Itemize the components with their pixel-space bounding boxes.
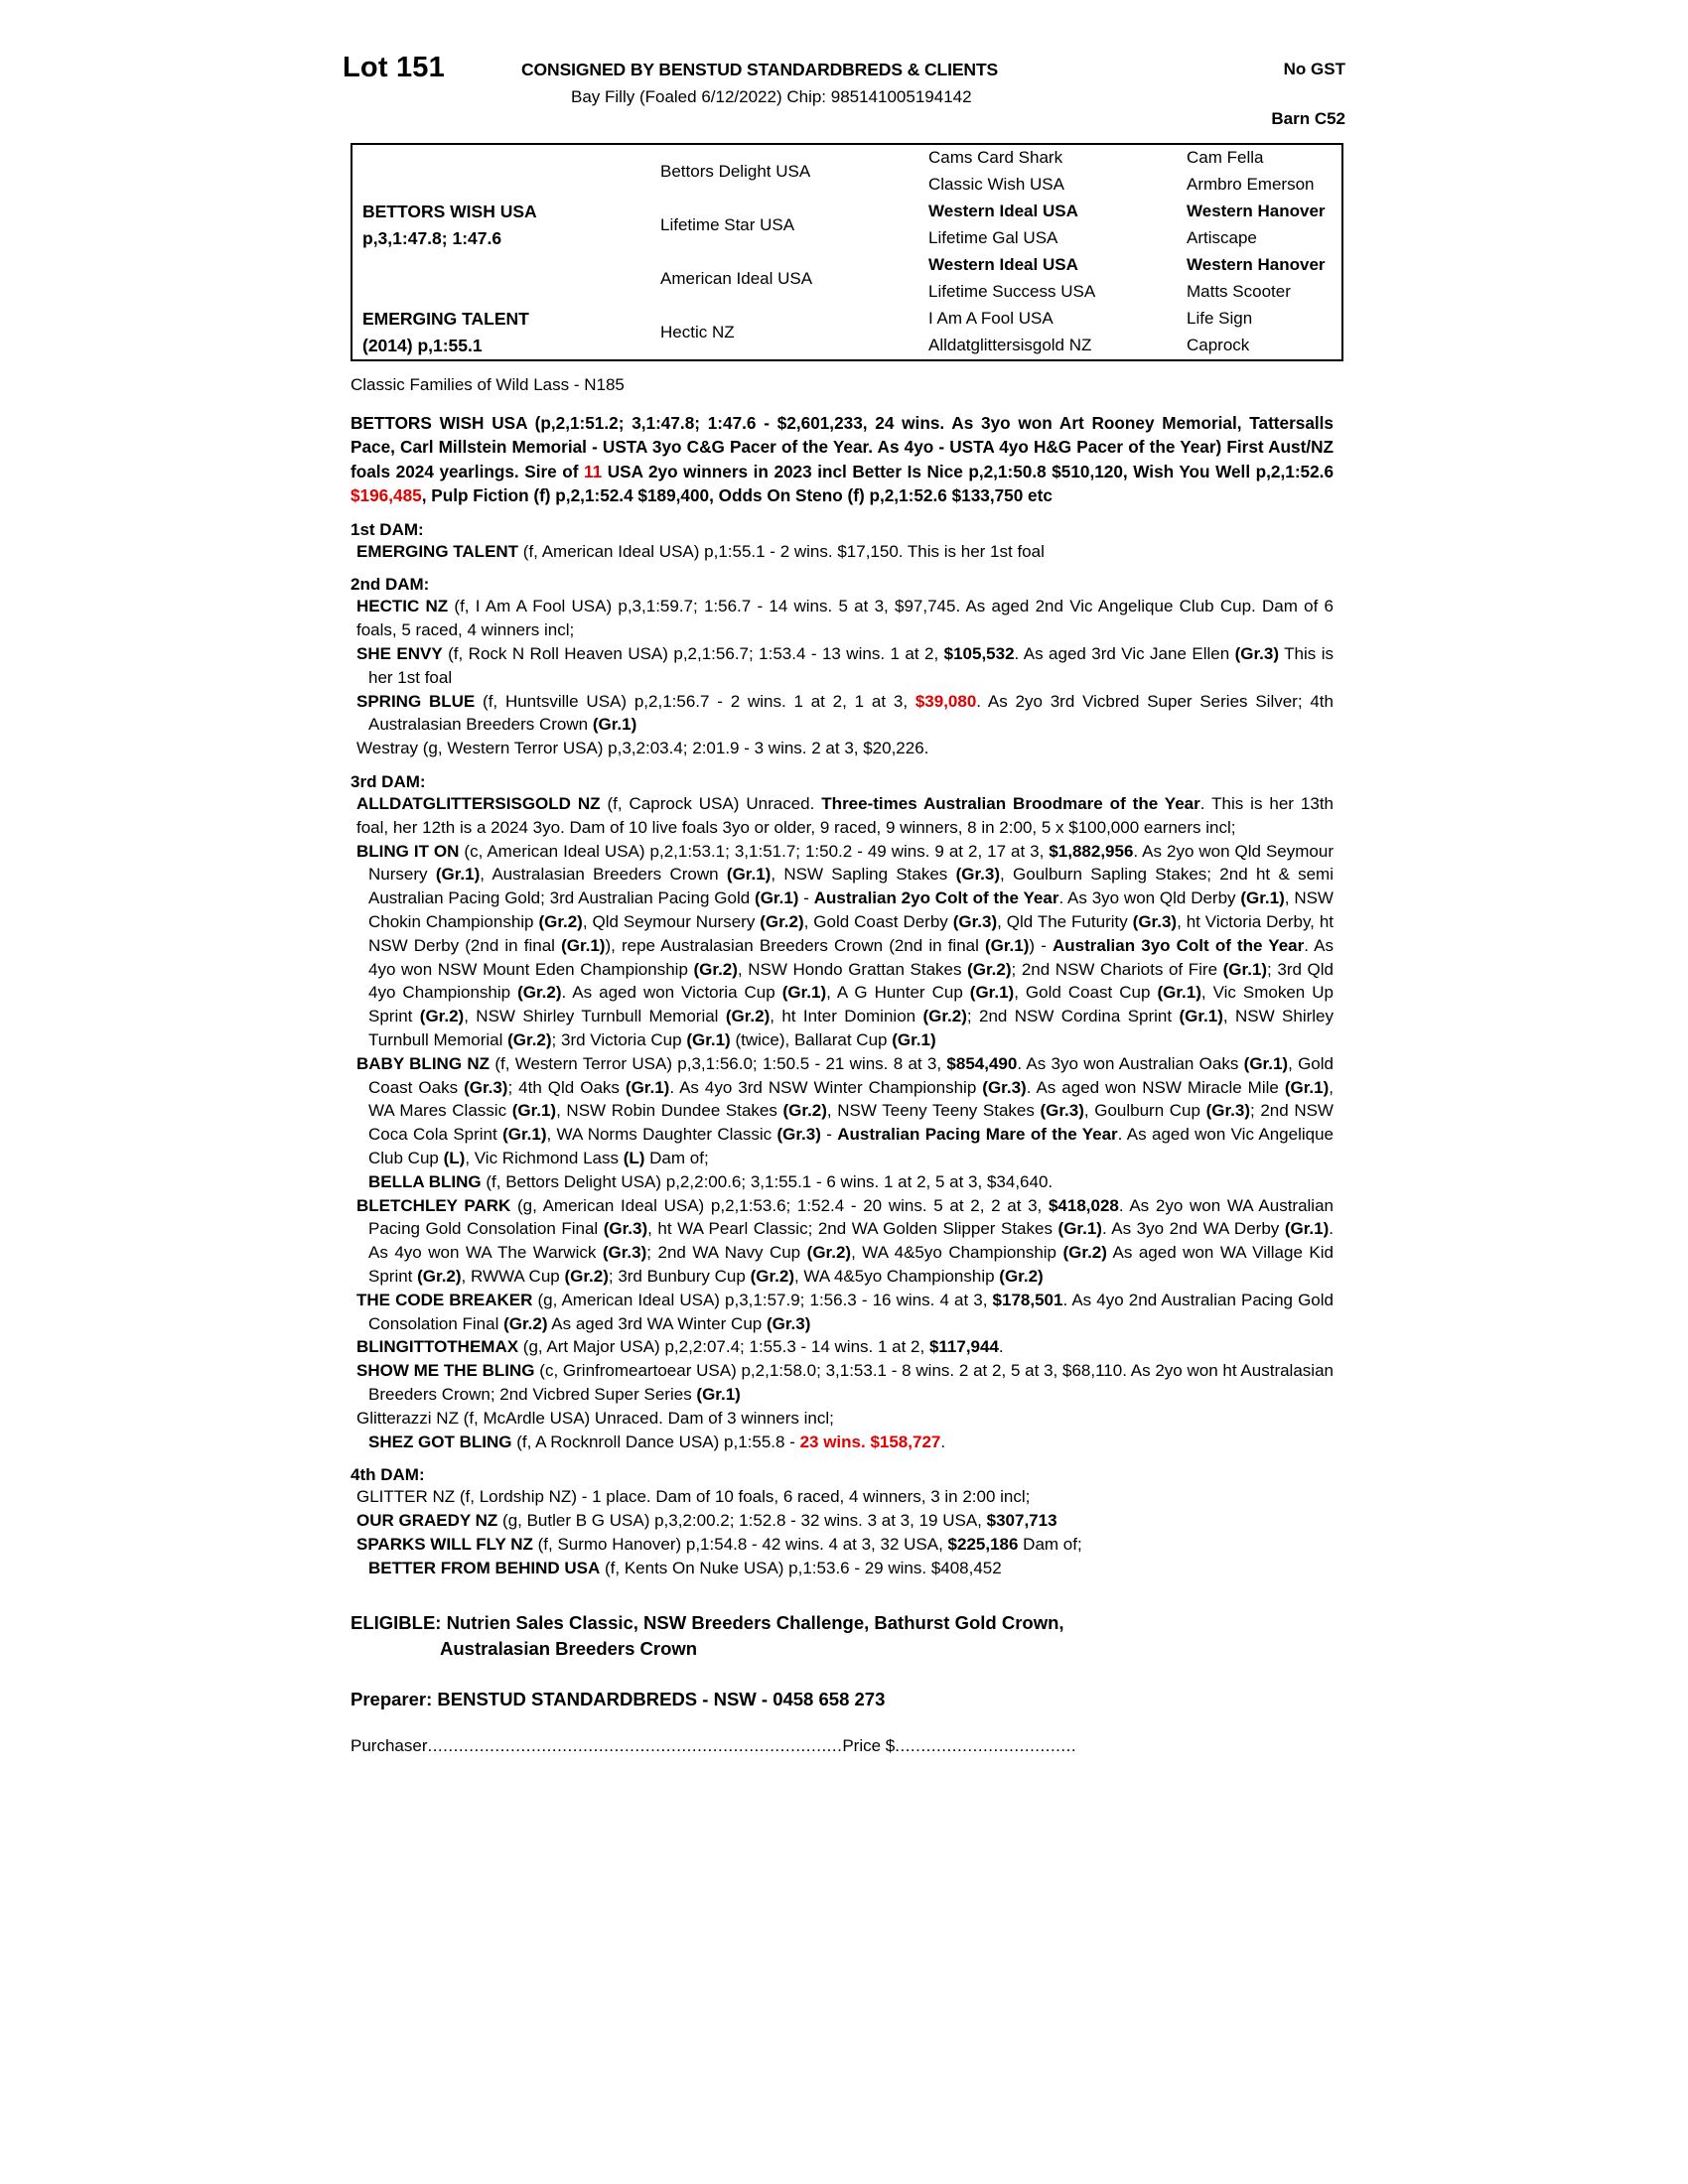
entry-text: (Gr.1) <box>1157 983 1201 1003</box>
entry-text: (Gr.3) <box>1234 644 1280 664</box>
entry-text: . As 3yo won Australian Oaks <box>1017 1053 1244 1073</box>
entry-text: , WA 4&5yo Championship <box>793 1267 1000 1286</box>
entry-text: , ht Victoria Derby, ht NSW Derby (2nd in final <box>368 912 1335 955</box>
entry-text: , WA Norms Daughter Classic <box>546 1125 777 1145</box>
entry-text: (Gr.2) <box>419 1007 465 1026</box>
pedigree-entry <box>351 1509 1334 1533</box>
entry-text: (Gr.1) <box>1222 959 1268 979</box>
consignor-line: CONSIGNED BY BENSTUD STANDARDBREDS & CLIENTS <box>521 60 999 79</box>
entry-text: THE CODE BREAKER <box>356 1290 533 1309</box>
entry-text: , NSW Sapling Stakes <box>771 865 956 885</box>
pedigree-entry <box>351 1431 1334 1454</box>
preparer-line: Preparer: BENSTUD STANDARDBREDS - NSW - 0458 658 273 <box>351 1689 886 1710</box>
gst-status: No GST <box>1283 60 1345 78</box>
entry-text: (Gr.1) <box>686 1030 731 1050</box>
entry-text: (Gr.1) <box>781 983 827 1003</box>
entry-text: (Gr.3) <box>1132 912 1178 932</box>
entry-text: . As 2yo won WA Australian Pacing Gold Consolation Final <box>368 1195 1334 1239</box>
entry-text: Dam of; <box>1018 1534 1082 1554</box>
entry-text: $117,944 <box>928 1337 999 1357</box>
entry-text: (Gr.2) <box>806 1243 852 1263</box>
sire-gp1-s2: Classic Wish USA <box>928 175 1064 195</box>
sire-gp1-s1b: Cam Fella <box>1187 148 1264 168</box>
pedigree-entry <box>351 1052 1334 1170</box>
family-line: Classic Families of Wild Lass - N185 <box>351 375 625 394</box>
dam-gp2-s1b: Life Sign <box>1187 309 1253 329</box>
entry-text: (Gr.2) <box>922 1007 967 1026</box>
pedigree-entry <box>351 1359 1334 1407</box>
dam-record: (2014) p,1:55.1 <box>362 336 483 356</box>
entry-text: , NSW Shirley Turnbull Memorial <box>464 1007 726 1026</box>
entry-text: (Gr.3) <box>464 1077 508 1097</box>
entry-text: BLING IT ON <box>356 841 460 861</box>
entry-text: (Gr.1) <box>755 888 799 908</box>
entry-text: . As 4yo won NSW Mount Eden Championship <box>368 935 1334 979</box>
entry-text: , NSW Shirley Turnbull Memorial <box>368 1007 1334 1050</box>
entry-text: , Gold Coast Derby <box>803 912 953 932</box>
sire-gp2-s2: Lifetime Gal USA <box>928 228 1058 248</box>
purchaser-dots[interactable]: ................................................................................ <box>427 1736 843 1756</box>
pedigree-entry <box>351 792 1334 840</box>
dam-gp1-s1: Western Ideal USA <box>928 255 1078 275</box>
sire-record: p,3,1:47.8; 1:47.6 <box>362 228 502 249</box>
entry-text: , WA 4&5yo Championship <box>851 1243 1063 1263</box>
entry-text: $1,882,956 <box>1049 841 1134 861</box>
dam-gp2-s2: Alldatglittersisgold NZ <box>928 336 1092 355</box>
entry-text: (g, American Ideal USA) p,2,1:53.6; 1:52.4 - 20 wins. 5 at 2, 2 at 3, <box>510 1195 1049 1215</box>
dam-heading: 3rd DAM: <box>351 772 426 792</box>
sire-para-red1: 11 <box>584 461 603 481</box>
table-row <box>352 306 1415 333</box>
entry-text: (twice), Ballarat Cup <box>730 1030 893 1050</box>
sire-gp2: Lifetime Star USA <box>660 214 795 234</box>
entry-text: SPRING BLUE <box>356 691 476 711</box>
entry-text: (Gr.2) <box>999 1267 1044 1286</box>
pedigree-entry <box>351 840 1334 1052</box>
entry-text: (f, A Rocknroll Dance USA) p,1:55.8 - <box>511 1432 800 1451</box>
table-row <box>352 145 1415 172</box>
entry-text: $854,490 <box>946 1053 1018 1073</box>
pedigree-entry <box>351 595 1334 642</box>
entry-text: , Australasian Breeders Crown <box>480 865 727 885</box>
entry-text: - <box>798 888 814 908</box>
entry-text: , NSW Chokin Championship <box>368 888 1334 932</box>
entry-text: Australian 2yo Colt of the Year <box>813 888 1059 908</box>
pedigree-entry <box>351 1335 1334 1359</box>
sire-gp1: Bettors Delight USA <box>660 161 811 181</box>
entry-text: SHOW ME THE BLING <box>356 1361 535 1381</box>
entry-text: , RWWA Cup <box>461 1267 565 1286</box>
sire-para-part1: BETTORS WISH USA (p,2,1:51.2; 3,1:47.8; 1:47.6 - $2,601,233, 24 wins. As 3yo won Art Rooney Memorial, Tattersalls Pace, Carl Millstein Memorial - USTA 3yo C&G Pacer of the Year. As 4yo - USTA 4yo H&G Pacer of the Year) First Aust/NZ foals 2024 yearlings. Sire of <box>351 413 1334 481</box>
entry-text: (g, Butler B G USA) p,3,2:00.2; 1:52.8 - 32 wins. 3 at 3, 19 USA, <box>497 1511 987 1531</box>
entry-text: . As 2yo won Qld Seymour Nursery <box>368 841 1334 885</box>
entry-text: (Gr.1) <box>435 865 481 885</box>
entry-text: (g, Art Major USA) p,2,2:07.4; 1:55.3 - 14 wins. 1 at 2, <box>518 1337 929 1357</box>
entry-text: Australian Pacing Mare of the Year <box>837 1125 1118 1145</box>
pedigree-entry <box>351 1170 1334 1194</box>
entry-text: (f, Surmo Hanover) p,1:54.8 - 42 wins. 4 at 3, 32 USA, <box>532 1534 948 1554</box>
entry-text: , ht Inter Dominion <box>770 1007 923 1026</box>
entry-text: ; 2nd WA Navy Cup <box>646 1243 807 1263</box>
entry-text: . <box>998 1337 1004 1357</box>
entry-text: , NSW Teeny Teeny Stakes <box>826 1101 1041 1121</box>
entry-text: (Gr.1) <box>1179 1007 1223 1026</box>
dam-name: EMERGING TALENT <box>362 309 529 330</box>
entry-text: (f, I Am A Fool USA) p,3,1:59.7; 1:56.7 - 14 wins. 5 at 3, $97,745. As aged 2nd Vic Angelique Club Cup. Dam of 6 foals, 5 raced, 4 winners incl; <box>356 597 1335 640</box>
entry-text: $225,186 <box>947 1534 1019 1554</box>
entry-text: . This is her 13th foal, her 12th is a 2024 3yo. Dam of 10 live foals 3yo or older, 9 raced, 9 winners, 8 in 2:00, 5 x $100,000 earners incl; <box>356 794 1334 837</box>
entry-text: (Gr.3) <box>955 865 1001 885</box>
entry-text: BELLA BLING <box>368 1171 482 1191</box>
entry-text: (Gr.1) <box>1284 1077 1330 1097</box>
entry-text: $39,080 <box>914 691 977 711</box>
table-row <box>352 252 1415 279</box>
entry-text: (Gr.3) <box>1205 1101 1250 1121</box>
sire-name: BETTORS WISH USA <box>362 202 537 222</box>
price-label: Price $ <box>842 1736 896 1756</box>
entry-text: (Gr.2) <box>693 959 738 979</box>
pedigree-entry <box>351 690 1334 738</box>
lot-number: Lot 151 <box>343 52 445 83</box>
dam-gp2: Hectic NZ <box>660 322 735 341</box>
entry-text: (Gr.3) <box>1040 1101 1084 1121</box>
entry-text: (Gr.1) <box>892 1030 936 1050</box>
entry-text: BLINGITTOTHEMAX <box>356 1337 519 1357</box>
dam-gp2-s2b: Caprock <box>1187 336 1250 355</box>
entry-text: . As aged won NSW Miracle Mile <box>1026 1077 1285 1097</box>
dam-gp1-s2b: Matts Scooter <box>1187 282 1291 302</box>
entry-text: $105,532 <box>943 644 1015 664</box>
entry-text: , Qld The Futurity <box>997 912 1133 932</box>
table-row <box>352 199 1415 225</box>
purchaser-label: Purchaser <box>351 1736 428 1756</box>
entry-text: , Goulburn Sapling Stakes; 2nd ht & semi Australian Pacing Gold; 3rd Australian Pacing Gold <box>368 865 1334 908</box>
entry-text: . As 3yo 2nd WA Derby <box>1101 1219 1285 1239</box>
entry-text: (Gr.1) <box>696 1384 741 1404</box>
entry-text: (f, Western Terror USA) p,3,1:56.0; 1:50.5 - 21 wins. 8 at 3, <box>490 1053 947 1073</box>
entry-text: (Gr.1) <box>502 1125 547 1145</box>
entry-text: ; 2nd NSW Cordina Sprint <box>966 1007 1180 1026</box>
sire-gp1-s2b: Armbro Emerson <box>1187 175 1315 195</box>
entry-text: (Gr.3) <box>602 1243 647 1263</box>
sire-para-part2: USA 2yo winners in 2023 incl Better Is Nice p,2,1:50.8 $510,120, Wish You Well p,2,1:52.6 <box>602 461 1334 481</box>
entry-text: . As aged won Vic Angelique Club Cup <box>368 1125 1334 1168</box>
entry-text: ; 4th Qld Oaks <box>507 1077 626 1097</box>
entry-text: Australian 3yo Colt of the Year <box>1052 935 1305 955</box>
entry-text: (Gr.2) <box>967 959 1012 979</box>
entry-text: ; 3rd Qld 4yo Championship <box>368 959 1335 1003</box>
entry-text: GLITTER NZ (f, Lordship NZ) - 1 place. Dam of 10 foals, 6 raced, 4 winners, 3 in 2:00 incl; <box>356 1487 1031 1507</box>
entry-text: $418,028 <box>1048 1195 1119 1215</box>
entry-text: , NSW Hondo Grattan Stakes <box>737 959 968 979</box>
entry-text: (Gr.2) <box>760 912 804 932</box>
entry-text: (Gr.1) <box>969 983 1015 1003</box>
entry-text: (L) <box>443 1149 466 1168</box>
entry-text: As aged won WA Village Kid Sprint <box>368 1243 1334 1286</box>
eligible-block <box>351 1610 1324 1664</box>
dam-heading: 1st DAM: <box>351 519 424 539</box>
dam-gp1-s2: Lifetime Success USA <box>928 282 1096 302</box>
pedigree-entry <box>351 1407 1334 1431</box>
entry-text: (f, Kents On Nuke USA) p,1:53.6 - 29 wins. $408,452 <box>600 1558 1002 1577</box>
entry-text: . As 4yo 2nd Australian Pacing Gold Consolation Final <box>368 1290 1334 1333</box>
entry-text: . <box>940 1432 946 1451</box>
pedigree-entry <box>351 1485 1334 1509</box>
pedigree-entry <box>351 1533 1334 1557</box>
sire-gp1-s1: Cams Card Shark <box>928 148 1063 168</box>
entry-text: (Gr.3) <box>603 1219 648 1239</box>
entry-text: As aged 3rd WA Winter Cup <box>547 1313 767 1333</box>
pedigree-entry <box>351 540 1334 564</box>
entry-text: 23 wins. $158,727 <box>799 1432 941 1451</box>
entry-text: (Gr.1) <box>592 715 637 735</box>
entry-text: This is her 1st foal <box>368 644 1334 687</box>
pedigree-table <box>351 143 1343 361</box>
entry-text: , Qld Seymour Nursery <box>582 912 761 932</box>
entry-text: (Gr.2) <box>564 1267 609 1286</box>
entry-text: (Gr.1) <box>1240 888 1285 908</box>
entry-text: (g, American Ideal USA) p,3,1:57.9; 1:56.3 - 16 wins. 4 at 3, <box>532 1290 993 1309</box>
entry-text: , NSW Robin Dundee Stakes <box>556 1101 783 1121</box>
entry-text: (f, Caprock USA) Unraced. <box>600 794 822 814</box>
entry-text: (Gr.3) <box>982 1077 1027 1097</box>
price-dots[interactable]: ................................... <box>895 1736 1077 1756</box>
entry-text: (Gr.3) <box>952 912 998 932</box>
entry-text: (Gr.2) <box>782 1101 827 1121</box>
pedigree-notes <box>351 411 1334 1580</box>
entry-text: (Gr.1) <box>625 1077 670 1097</box>
sire-gp2-s2b: Artiscape <box>1187 228 1257 248</box>
entry-text: . As 2yo 3rd Vicbred Super Series Silver; 4th Australasian Breeders Crown <box>368 691 1334 735</box>
entry-text: (Gr.1) <box>511 1101 557 1121</box>
entry-text: ; 2nd NSW Chariots of Fire <box>1011 959 1223 979</box>
entry-text: . As aged 3rd Vic Jane Ellen <box>1014 644 1235 664</box>
entry-text: BABY BLING NZ <box>356 1053 491 1073</box>
entry-text: (f, Huntsville USA) p,2,1:56.7 - 2 wins. 1 at 2, 1 at 3, <box>475 691 915 711</box>
entry-text: (Gr.2) <box>538 912 583 932</box>
entry-text: . As 4yo 3rd NSW Winter Championship <box>669 1077 983 1097</box>
entry-text: (Gr.1) <box>1243 1053 1289 1073</box>
entry-text: , Gold Coast Oaks <box>368 1053 1334 1097</box>
entry-text: . As aged won Victoria Cup <box>561 983 782 1003</box>
sire-paragraph <box>351 411 1334 508</box>
entry-text: (Gr.2) <box>750 1267 794 1286</box>
dam-sections <box>351 520 1334 1580</box>
entry-text: EMERGING TALENT <box>356 541 519 561</box>
entry-text: (Gr.2) <box>417 1267 462 1286</box>
entry-text: (f, American Ideal USA) p,1:55.1 - 2 wins. $17,150. This is her 1st foal <box>518 541 1045 561</box>
entry-text: ), repe Australasian Breeders Crown (2nd in final <box>605 935 985 955</box>
purchaser-footer <box>351 1736 1360 1756</box>
pedigree-entry <box>351 737 1334 760</box>
pedigree-entry <box>351 1557 1334 1580</box>
entry-text: (Gr.2) <box>725 1007 771 1026</box>
entry-text: (c, Grinfromeartoear USA) p,2,1:58.0; 3,1:53.1 - 8 wins. 2 at 2, 5 at 3, $68,110. As 2yo won ht Australasian Breeders Crown; 2nd Vicbred Super Series <box>368 1361 1334 1404</box>
entry-text: , ht WA Pearl Classic; 2nd WA Golden Slipper Stakes <box>647 1219 1058 1239</box>
entry-text: (Gr.1) <box>1057 1219 1102 1239</box>
entry-text: (Gr.1) <box>1284 1219 1330 1239</box>
entry-text: (Gr.1) <box>561 935 606 955</box>
entry-text: ; 2nd NSW Coca Cola Sprint <box>368 1101 1334 1145</box>
entry-text: $307,713 <box>986 1511 1057 1531</box>
entry-text: (Gr.2) <box>503 1313 548 1333</box>
entry-text: (Gr.1) <box>985 935 1030 955</box>
entry-text: (Gr.3) <box>766 1313 811 1333</box>
sire-gp2-s1: Western Ideal USA <box>928 202 1078 221</box>
entry-text: (f, Bettors Delight USA) p,2,2:00.6; 3,1:55.1 - 6 wins. 1 at 2, 5 at 3, $34,640. <box>481 1171 1054 1191</box>
entry-text: ) - <box>1029 935 1053 955</box>
entry-text: $178,501 <box>992 1290 1063 1309</box>
entry-text: , Vic Smoken Up Sprint <box>368 983 1334 1026</box>
entry-text: . As 3yo won Qld Derby <box>1058 888 1241 908</box>
entry-text: SHE ENVY <box>356 644 443 664</box>
barn-number: Barn C52 <box>1271 109 1345 128</box>
pedigree-entry <box>351 642 1334 690</box>
entry-text: Dam of; <box>644 1149 709 1168</box>
entry-text: BLETCHLEY PARK <box>356 1195 511 1215</box>
entry-text: . As 4yo won WA The Warwick <box>368 1219 1334 1263</box>
dam-gp1: American Ideal USA <box>660 268 813 288</box>
pedigree-entry <box>351 1289 1334 1336</box>
entry-text: SHEZ GOT BLING <box>368 1432 512 1451</box>
sire-gp2-s1b: Western Hanover <box>1187 202 1326 221</box>
entry-text: , Vic Richmond Lass <box>465 1149 624 1168</box>
entry-text: Westray (g, Western Terror USA) p,3,2:03.4; 2:01.9 - 3 wins. 2 at 3, $20,226. <box>356 739 929 758</box>
entry-text: (Gr.2) <box>1062 1243 1107 1263</box>
entry-text: Glitterazzi NZ (f, McArdle USA) Unraced. Dam of 3 winners incl; <box>356 1408 834 1428</box>
entry-text: , WA Mares Classic <box>368 1077 1334 1121</box>
eligible-line2: Australasian Breeders Crown <box>440 1638 698 1660</box>
dam-gp2-s1: I Am A Fool USA <box>928 309 1054 329</box>
entry-text: (f, Rock N Roll Heaven USA) p,2,1:56.7; 1:53.4 - 13 wins. 1 at 2, <box>442 644 944 664</box>
entry-text: HECTIC NZ <box>356 597 449 616</box>
entry-text: BETTER FROM BEHIND USA <box>368 1558 601 1577</box>
page-header <box>343 48 1360 143</box>
horse-description: Bay Filly (Foaled 6/12/2022) Chip: 985141005194142 <box>571 87 972 106</box>
entry-text: (Gr.3) <box>776 1125 821 1145</box>
pedigree-entry <box>351 1194 1334 1289</box>
entry-text: ALLDATGLITTERSISGOLD NZ <box>356 794 601 814</box>
entry-text: SPARKS WILL FLY NZ <box>356 1534 533 1554</box>
entry-text: - <box>820 1125 838 1145</box>
entry-text: , Goulburn Cup <box>1083 1101 1206 1121</box>
entry-text: OUR GRAEDY NZ <box>356 1511 498 1531</box>
entry-text: (L) <box>623 1149 645 1168</box>
entry-text: (c, American Ideal USA) p,2,1:53.1; 3,1:51.7; 1:50.2 - 49 wins. 9 at 2, 17 at 3, <box>459 841 1050 861</box>
entry-text: Three-times Australian Broodmare of the Year <box>821 794 1200 814</box>
entry-text: , A G Hunter Cup <box>826 983 970 1003</box>
entry-text: (Gr.2) <box>517 983 562 1003</box>
dam-gp1-s1b: Western Hanover <box>1187 255 1326 275</box>
sire-para-part3: , Pulp Fiction (f) p,2,1:52.4 $189,400, Odds On Steno (f) p,2,1:52.6 $133,750 etc <box>421 485 1053 506</box>
entry-text: (Gr.2) <box>507 1030 552 1050</box>
dam-heading: 2nd DAM: <box>351 575 430 595</box>
sire-para-red2: $196,485 <box>351 485 422 506</box>
eligible-line1: ELIGIBLE: Nutrien Sales Classic, NSW Breeders Challenge, Bathurst Gold Crown, <box>351 1611 1064 1633</box>
dam-heading: 4th DAM: <box>351 1465 425 1485</box>
entry-text: ; 3rd Bunbury Cup <box>608 1267 751 1286</box>
entry-text: ; 3rd Victoria Cup <box>551 1030 687 1050</box>
entry-text: , Gold Coast Cup <box>1014 983 1158 1003</box>
entry-text: (Gr.1) <box>726 865 772 885</box>
